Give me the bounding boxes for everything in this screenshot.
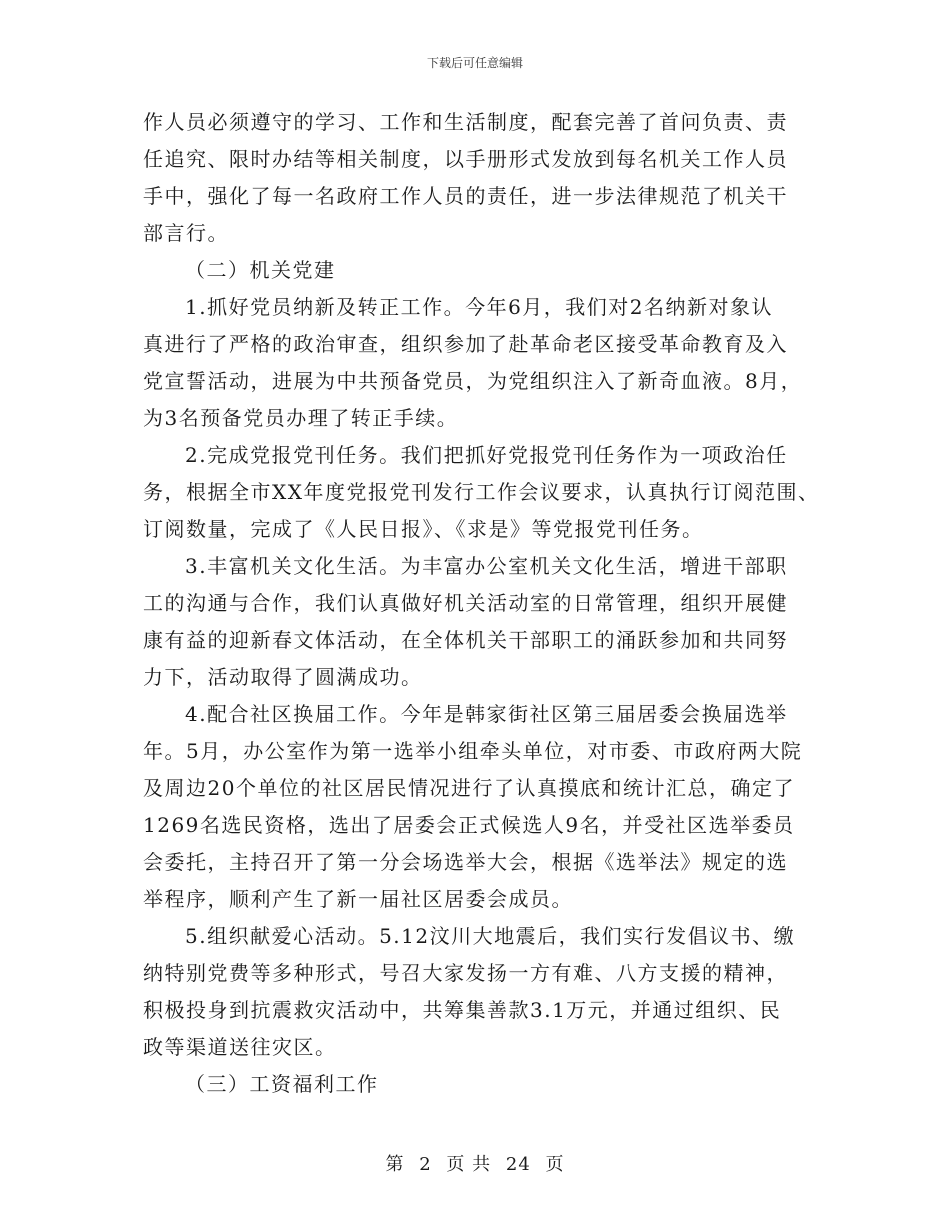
text-line: 部言行。 — [143, 221, 229, 245]
text-line: 举程序，顺利产生了新一届社区居委会成员。 — [143, 887, 573, 911]
text-line: 会委托，主持召开了第一分会场选举大会，根据《选举法》规定的选 — [143, 850, 788, 874]
text-line: （二）机关党建 — [185, 258, 336, 282]
text-line: 政等渠道送往灾区。 — [143, 1035, 337, 1059]
document-body — [143, 104, 820, 1103]
footer-suffix: 页 — [545, 1154, 565, 1175]
text-line: 积极投身到抗震救灾活动中，共筹集善款3.1万元，并通过组织、民 — [143, 998, 782, 1022]
page-footer — [0, 1150, 950, 1176]
header-note: 下载后可任意编辑 — [426, 56, 523, 70]
text-line: 1269名选民资格，选出了居委会正式候选人9名，并受社区选举委员 — [143, 813, 795, 837]
text-line: 5.组织献爱心活动。5.12汶川大地震后，我们实行发倡议书、缴 — [185, 924, 796, 948]
text-line: （三）工资福利工作 — [185, 1072, 379, 1096]
text-line: 真进行了严格的政治审查，组织参加了赴革命老区接受革命教育及入 — [143, 332, 788, 356]
footer-middle: 页 共 — [446, 1154, 492, 1175]
text-line: 作人员必须遵守的学习、工作和生活制度，配套完善了首问负责、责 — [143, 110, 788, 134]
text-line: 4.配合社区换届工作。今年是韩家街社区第三届居委会换届选举 — [185, 702, 788, 726]
text-line: 手中，强化了每一名政府工作人员的责任，进一步法律规范了机关干 — [143, 184, 788, 208]
text-line: 订阅数量，完成了《人民日报》、《求是》等党报党刊任务。 — [143, 517, 704, 541]
text-line: 康有益的迎新春文体活动，在全体机关干部职工的涌跃参加和共同努 — [143, 628, 788, 652]
footer-prefix: 第 — [385, 1154, 405, 1175]
footer-total-pages: 24 — [505, 1154, 531, 1175]
text-line: 1.抓好党员纳新及转正工作。今年6月，我们对2名纳新对象认 — [185, 295, 774, 319]
text-line: 及周边20个单位的社区居民情况进行了认真摸底和统计汇总，确定了 — [143, 776, 795, 800]
text-line: 2.完成党报党刊任务。我们把抓好党报党刊任务作为一项政治任 — [185, 443, 788, 467]
footer-page-number: 2 — [419, 1154, 432, 1175]
text-line: 纳特别党费等多种形式，号召大家发扬一方有难、八方支援的精神， — [143, 961, 788, 985]
text-line: 年。5月，办公室作为第一选举小组牵头单位，对市委、市政府两大院 — [143, 739, 803, 763]
text-line: 任追究、限时办结等相关制度，以手册形式发放到每名机关工作人员 — [143, 147, 788, 171]
text-line: 工的沟通与合作，我们认真做好机关活动室的日常管理，组织开展健 — [143, 591, 788, 615]
text-line: 3.丰富机关文化生活。为丰富办公室机关文化生活，增进干部职 — [185, 554, 788, 578]
text-line: 党宣誓活动，进展为中共预备党员，为党组织注入了新奇血液。8月， — [143, 369, 803, 393]
text-line: 务，根据全市XX年度党报党刊发行工作会议要求，认真执行订阅范围、 — [143, 480, 820, 504]
text-line: 力下，活动取得了圆满成功。 — [143, 665, 423, 689]
text-line: 为3名预备党员办理了转正手续。 — [143, 406, 459, 430]
